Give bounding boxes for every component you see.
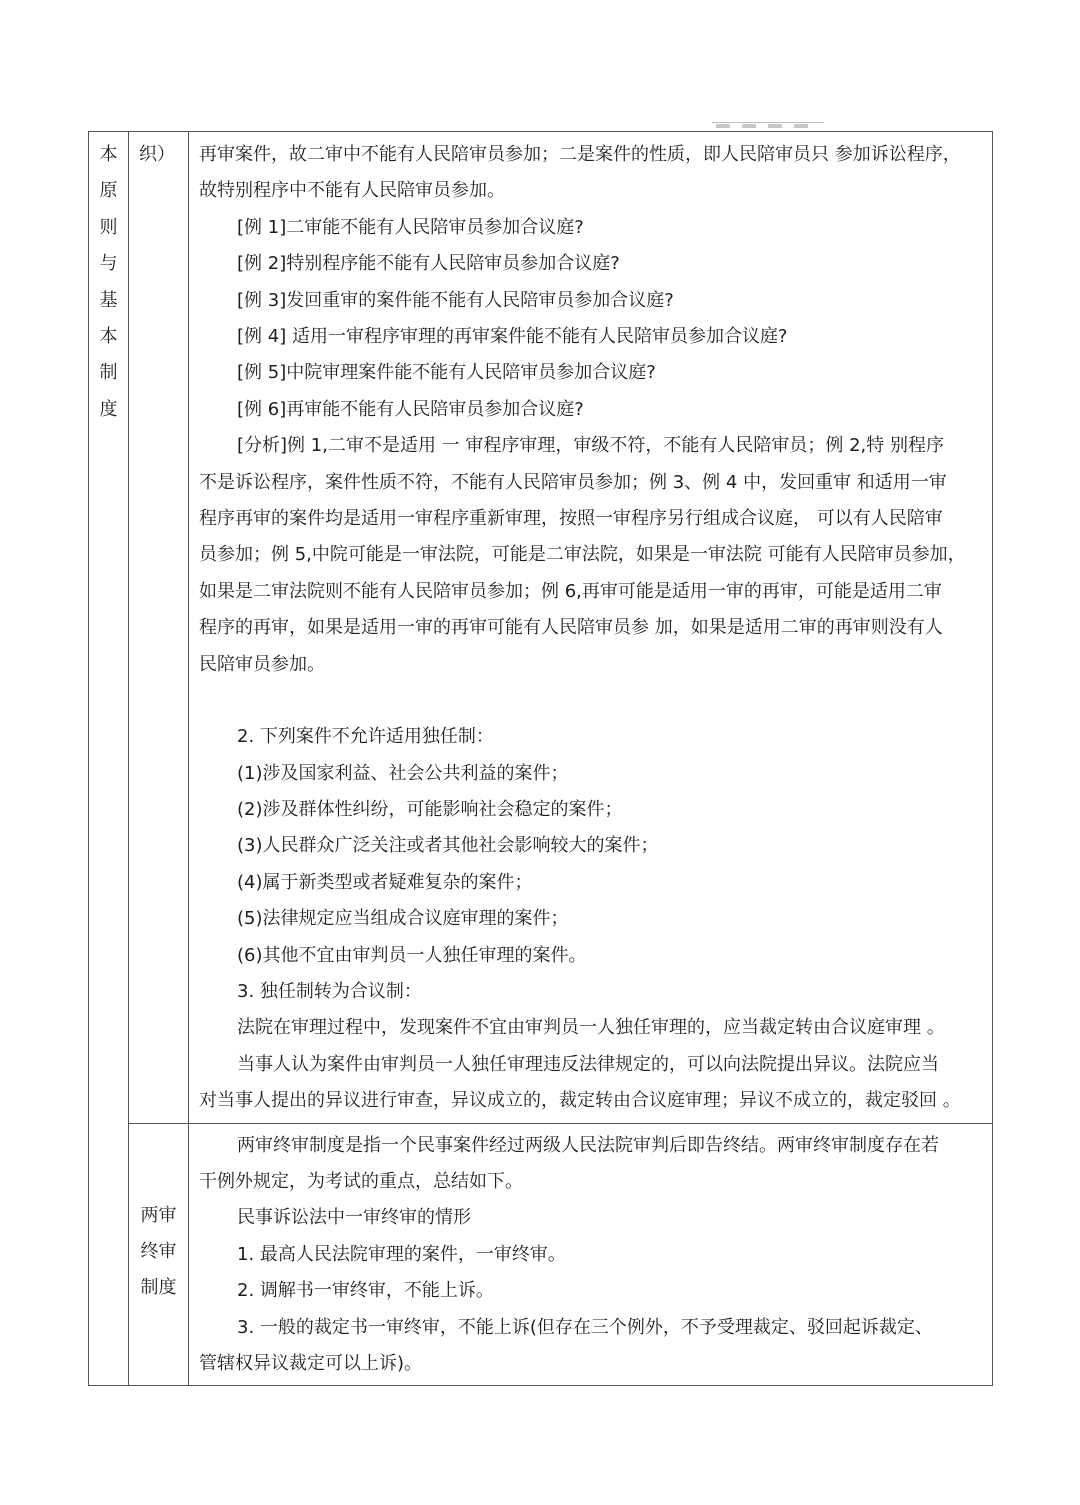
text-line: 对当事人提出的异议进行审查，异议成立的，裁定转由合议庭审理；异议不成立的，裁定驳回 。 xyxy=(199,1090,961,1112)
list-item: (6)其他不宜由审判员一人独任审理的案件。 xyxy=(237,944,587,966)
subcategory-cell xyxy=(129,132,189,1124)
category-char: 本 xyxy=(99,144,118,165)
text-line: 民陪审员参加。 xyxy=(199,653,325,675)
page-header-rule xyxy=(712,122,824,129)
document-table xyxy=(88,131,993,1386)
category-char: 则 xyxy=(99,216,118,238)
text-line: [例 1]二审能不能有人民陪审员参加合议庭? xyxy=(237,216,584,238)
category-char: 与 xyxy=(99,253,118,275)
text-line: 干例外规定，为考试的重点，总结如下。 xyxy=(199,1170,523,1192)
text-line: 员参加；例 5,中院可能是一审法院，可能是二审法院，如果是一审法院 可能有人民陪审员参加， xyxy=(199,544,966,566)
subcategory-label: 制度 xyxy=(140,1277,177,1299)
text-line: 当事人认为案件由审判员一人独任审理违反法律规定的，可以向法院提出异议。法院应当 xyxy=(237,1053,939,1075)
text-line: 如果是二审法院则不能有人民陪审员参加；例 6,再审可能是适用一审的再审，可能是适用二审 xyxy=(199,580,942,602)
text-line: 程序的再审，如果是适用一审的再审可能有人民陪审员参 加，如果是适用二审的再审则没有人 xyxy=(199,617,943,639)
list-item: (1)涉及国家利益、社会公共利益的案件； xyxy=(237,762,569,784)
text-line: [例 2]特别程序能不能有人民陪审员参加合议庭? xyxy=(237,253,620,275)
category-char: 本 xyxy=(99,325,118,347)
text-line: [例 6]再审能不能有人民陪审员参加合议庭? xyxy=(237,398,584,420)
table-row xyxy=(89,132,993,1124)
list-item: (2)涉及群体性纠纷，可能影响社会稳定的案件； xyxy=(237,798,623,820)
content-cell xyxy=(189,1123,993,1386)
blank-line xyxy=(199,683,986,719)
text-line: [例 3]发回重审的案件能不能有人民陪审员参加合议庭? xyxy=(237,289,674,311)
category-cell xyxy=(89,132,129,1386)
content-cell xyxy=(189,132,993,1124)
text-line: 故特别程序中不能有人民陪审员参加。 xyxy=(199,180,505,202)
category-char: 制 xyxy=(99,362,118,384)
table-row xyxy=(89,1123,993,1386)
subcategory-label: 两审 xyxy=(140,1204,177,1226)
text-line: 2. 下列案件不允许适用独任制： xyxy=(237,726,494,748)
list-item: (3)人民群众广泛关注或者其他社会影响较大的案件； xyxy=(237,835,659,857)
list-item: (4)属于新类型或者疑难复杂的案件； xyxy=(237,871,533,893)
category-char: 基 xyxy=(99,289,118,311)
text-line: [分析]例 1,二审不是适用 一 审程序审理，审级不符，不能有人民陪审员；例 2,特 别程序 xyxy=(237,435,944,457)
subcategory-label: 终审 xyxy=(140,1240,177,1262)
text-line: 两审终审制度是指一个民事案件经过两级人民法院审判后即告终结。两审终审制度存在若 xyxy=(237,1134,939,1156)
text-line: [例 5]中院审理案件能不能有人民陪审员参加合议庭? xyxy=(237,362,656,384)
text-line: 法院在审理过程中，发现案件不宜由审判员一人独任审理的，应当裁定转由合议庭审理 。 xyxy=(237,1017,945,1039)
category-char: 原 xyxy=(99,180,118,202)
text-line: 程序再审的案件均是适用一审程序重新审理，按照一审程序另行组成合议庭， 可以有人民陪审 xyxy=(199,508,943,530)
text-line: 民事诉讼法中一审终审的情形 xyxy=(237,1207,471,1229)
text-line: 不是诉讼程序，案件性质不符，不能有人民陪审员参加；例 3、例 4 中，发回重审 和适用一审 xyxy=(199,471,947,493)
text-line: [例 4] 适用一审程序审理的再审案件能不能有人民陪审员参加合议庭? xyxy=(237,326,788,348)
list-item: 2. 调解书一审终审，不能上诉。 xyxy=(237,1280,494,1302)
subcategory-cell xyxy=(129,1123,189,1386)
text-line: 3. 独任制转为合议制： xyxy=(237,980,422,1002)
text-line: 再审案件，故二审中不能有人民陪审员参加；二是案件的性质，即人民陪审员只 参加诉讼程序， xyxy=(199,144,961,165)
category-char: 度 xyxy=(99,398,118,420)
subcategory-label: 织） xyxy=(139,144,175,165)
list-item: 1. 最高人民法院审理的案件，一审终审。 xyxy=(237,1243,566,1265)
list-item: 3. 一般的裁定书一审终审，不能上诉(但存在三个例外，不予受理裁定、驳回起诉裁定、 xyxy=(237,1316,933,1338)
list-item: (5)法律规定应当组成合议庭审理的案件； xyxy=(237,908,569,930)
text-line: 管辖权异议裁定可以上诉)。 xyxy=(199,1353,423,1374)
